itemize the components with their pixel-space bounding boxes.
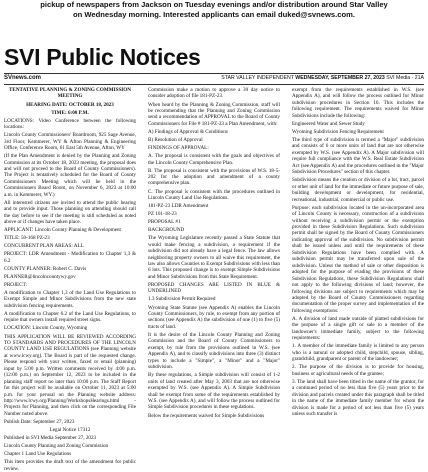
notice-paragraph: LOCATION: Lincoln County, Wyoming (4, 325, 88, 332)
notice-paragraph: C. The proposal is consistent with the procedures outlined in Lincoln County Land Use Regulations. (148, 188, 280, 201)
notice-paragraph: Legal Notice 17312 (49, 427, 91, 434)
notice-paragraph: A) Findings of Approval & Conditions (148, 128, 228, 135)
notice-paragraph: Published in SVI Media September 27, 2023 (4, 435, 97, 442)
notice-paragraph: Lincoln County Planning and Zoning Commission (4, 443, 109, 450)
notice-paragraph: A modification to Chapter 6.2 of the Land Use Regulations, to require that owners install required street signs. (4, 310, 136, 324)
notice-paragraph: The Wyoming Legislature recently passed a State Statute that would make fencing a subdivision, a requirement if the subdivision did not already have a legal fence. The law allows neighboring property owners to all waive this requirement, the law also allows Counties to Exempt Subdivisions with less than 6 lots. This proposed change is to exempt Simple Subdivisions and Minor Subdivisions from this State Requirement. (148, 235, 280, 280)
notice-paragraph: Commission make a motion to approve a 30 day notice to consider adoption of file 181-PZ-23. (148, 87, 280, 100)
issue-date: WEDNESDAY, SEPTEMBER 27, 2023 (295, 75, 385, 81)
notice-paragraph: PROPOSAL #1 (148, 219, 181, 226)
notice-paragraph: 2. The purpose of the division is to provide for housing, business or agricultural needs of the grantee; (292, 364, 424, 377)
recruitment-banner (0, 0, 428, 30)
notice-paragraph: A. A division of land made outside of platted subdivisions for the purpose of a single gift or sale to a member of the landowner's immediate family, subject to the following requirements: (292, 315, 424, 342)
notice-paragraph: PROJECT: LDR Amendment - Modification to Chapter 1,3 & 6.2 (4, 251, 136, 264)
notice-column-3 (292, 87, 424, 418)
notice-paragraph: exempt from the requirements established in W.S. (see Appendix A), and will follow the process outlined for Minor subdivision procedures in Section 16. This includes the following requirement. The requirements waived for Minor Subdivisions include the following: (292, 87, 424, 119)
notice-paragraph: The third type of subdivision is termed a "Major" subdivision and consists of 6 or more units of land that are not otherwise exempted by W.S. (see Appendix A). A Major subdivision will require full compliance with the W.S. Real Estate Subdivision Act (see Appendix A) and the procedures outlined in the "Major Subdivision Procedures" section of this chapter. (292, 136, 424, 176)
notice-paragraph: 1.3 Subdivision Permit Required (148, 296, 216, 303)
notice-paragraph: TIME: 6:00 P.M. (51, 109, 89, 116)
notice-paragraph: TITLE: 50-168 PZ-23 (4, 235, 50, 242)
notice-paragraph: PLANNER@lincolncountywy.gov (4, 273, 76, 280)
notice-paragraph: Below the requirements waived for Simple Subdivisions (148, 412, 265, 419)
notice-paragraph: Wyoming Subdivision Fencing Requirement (292, 128, 384, 135)
notice-paragraph: HEARING DATE: OCTOBER 18, 2023 (26, 101, 114, 108)
notice-paragraph: APPLICANT: Lincoln County Planning & Development (4, 227, 121, 234)
banner-line-2: on Wednesday morning. Interested applicants can email duked@svnews.com. (73, 9, 355, 19)
notice-paragraph: Subdivision means the creation or division of a lot, tract, parcel or other unit of land for the immediate or future purpose of sale, building development or development, for residential, recreational, industrial, commercial or public use. (292, 177, 424, 203)
notice-paragraph: 3. The land shall have been titled in the name of the grantor, for a continued period of no less than five (5) years prior to the division and parcels created under this paragraph shall be titled in the name of the immediate family member for whom the division is made for a period of not less than five (5) years unless such transfer is (292, 378, 424, 418)
notice-paragraph: LOCATIONS: Video Conference between the following locations: (4, 117, 136, 131)
notice-paragraph: B) Resolution of Approval (148, 136, 203, 143)
notice-paragraph: Publish Date: September 27, 2023 (4, 418, 75, 425)
notice-paragraph: 181-PZ-23 LDR Amendment (148, 203, 209, 209)
notice-paragraph: This item provides the draft text of the amendment for public review. (4, 459, 136, 472)
page-section: SVI Media - 21A (386, 75, 424, 81)
banner-line-1: pickup of newspapers from Jackson on Tuesday evenings and/or distribution around Star Valley (40, 0, 388, 9)
notice-paragraph: Purpose: each subdivision located in the un-incorporated area of Lincoln County is necessary, construction of a subdivision without receiving a subdivision permit or the exemption provided in these Subdivision Regulations. Such subdivision permit shall be signed by the Board of County Commissioners indicating approval of the subdivision. No subdivision permit shall be issued unless and until the requirements of these Subdivision Regulations have been complied with. A subdivision permit may be transferred upon sale of the subdivision. Unless the method of sale or other disposition is adopted for the purpose of evading the provisions of these Subdivision Regulations, these Subdivision Regulations shall not apply to the following divisions of land; however, the following divisions are subject to requirements which may be adopted by the Board of County Commissioners regarding documentation of the proper survey and implementation of the following exemptions: (292, 204, 424, 314)
notice-paragraph: 1. A member of the immediate family is limited to any person who is a natural or adopted child, stepchild, spouse, sibling, grandchild, grandparent or parent of the landowner; (292, 343, 424, 363)
section-header (4, 44, 424, 70)
notice-paragraph: PZ 101-18-23 (148, 211, 177, 218)
notice-columns (4, 87, 424, 472)
notice-paragraph: COUNTY PLANNER: Robert C. Davis (4, 265, 87, 272)
notice-paragraph: TENTATIVE PLANNING & ZONING COMMISSION MEETING (8, 87, 132, 100)
notice-paragraph: CONCURRENT PLAN AREAS: ALL (4, 243, 84, 250)
notice-paragraph: Lincoln County Commissioners' Boardroom, 925 Sage Avenue, 3rd Floor, Kemmerer, WY & Afton Planning & Engineering Office, Conference Room, 61 East 5th Avenue, Afton, WY (4, 132, 136, 151)
masthead-name: STAR VALLEY INDEPENDENT (221, 75, 294, 81)
site-link[interactable]: SVnews.com (4, 75, 42, 81)
masthead-bar (4, 73, 424, 83)
notice-paragraph: It is the desire of the Lincoln County Planning and Zoning Commission and the Board of County Commissioners to exempt, by rule from the provisions outlined in W.S. (see Appendix A), and to classify subdivisions into three (3) distinct types to include a "Simple", a "Minor" and a "Major" subdivision. (148, 331, 280, 371)
notice-paragraph: PROPOSED CHANGES ARE LISTED IN BLUE & UNDERLINED (148, 281, 280, 295)
notice-paragraph: (If the Plan Amendment is denied by the Planning and Zoning Commission at its October 18, 2023 meeting, the proposal does and will not proceed to the Board of County Commissioners). The Project is tentatively scheduled for the Board of County Commissioners Meeting which will be held in the Commissioners Board Room, on November 6, 2023 at 10:00 a.m. in Kemmerer, WY.) (4, 153, 136, 198)
section-title: SVI Public Notices (4, 44, 201, 70)
notice-paragraph: Chapter 1 Land Use Regulations (4, 451, 72, 458)
notice-paragraph: Engineered Water and Sewer Study (292, 120, 365, 127)
notice-paragraph: A modification to Chapter 1,3 of the Land Use Regulations to Exempt Simple and Minor Subdivisions from the new state subdivision fencing requirements. (4, 290, 136, 309)
notice-column-1 (4, 87, 136, 472)
notice-paragraph: FINDINGS OF APPROVAL: (148, 145, 209, 151)
notice-column-2 (148, 87, 280, 419)
notice-paragraph: B. The proposal is consistent with the provisions of W.S. 18-5-202 for the adoption and amendment of a county comprehensive plan. (148, 167, 280, 187)
notice-paragraph: When heard by the Planning & Zoning Commission, staff will be recommending that the Planning and Zoning Commission send a recommendation of APPROVAL to the Board of County Commissioners for File # 181-PZ-23 a Plan Amendment, with: (148, 101, 280, 127)
notice-paragraph: By these regulations, a Simple subdivision will consist of 1-2 units of land created after May 3, 2003 that are not otherwise exempted by W.S. (see Appendix A). A Simple Subdivision shall be exempt from some of the requirements established by W.S. (see Appendix A), and will follow the process outlined for Simple Subdivision procedures in these regulations. (148, 372, 280, 411)
notice-paragraph: Wyoming State Statute (see Appendix A) enables the Lincoln County Commissioners, by rule, to exempt from any portion of sections (see Appendix A) the subdivision of one (1) to five (5) tracts of land. (148, 304, 280, 330)
masthead-info (221, 73, 424, 83)
header-rule-bottom (4, 84, 424, 85)
notice-paragraph: BACKGROUND (148, 227, 185, 234)
notice-paragraph: A. The proposal is consistent with the goals and objectives of the Lincoln County Comprehensive Plan. (148, 153, 280, 166)
notice-paragraph: All interested citizens are invited to attend the public hearing and to provide input. Those planning on attending should call the day before to see if the meeting is still scheduled as noted above or if changes have taken place. (4, 199, 136, 226)
notice-paragraph: PROJECT: (4, 281, 27, 288)
notice-paragraph: THIS APPLICATION WILL BE REVIEWED ACCORDING TO STANDARDS AND PROCEDURES OF THE LINCOLN COUNTY LAND USE REGULATIONS (see Planning website at www.lcwy.org). The Board is part of the requested change. Please respond with your written, faxed or email (planning) input by 5:00 p.m. Written comments received by 4:00 p.m. (12:00 p.m.) on September 12, 2023 to be included in the planning staff report no later than 10:00 p.m. The Staff Report for this project will be available on October 11, 2023 at 5:00 p.m. for your perusal on the Planning website address: http://www.lcwy.org/Planning/WorkshopsHearings.html - Projects for Planning, and then click on the corresponding File Number noted above. (4, 333, 136, 417)
